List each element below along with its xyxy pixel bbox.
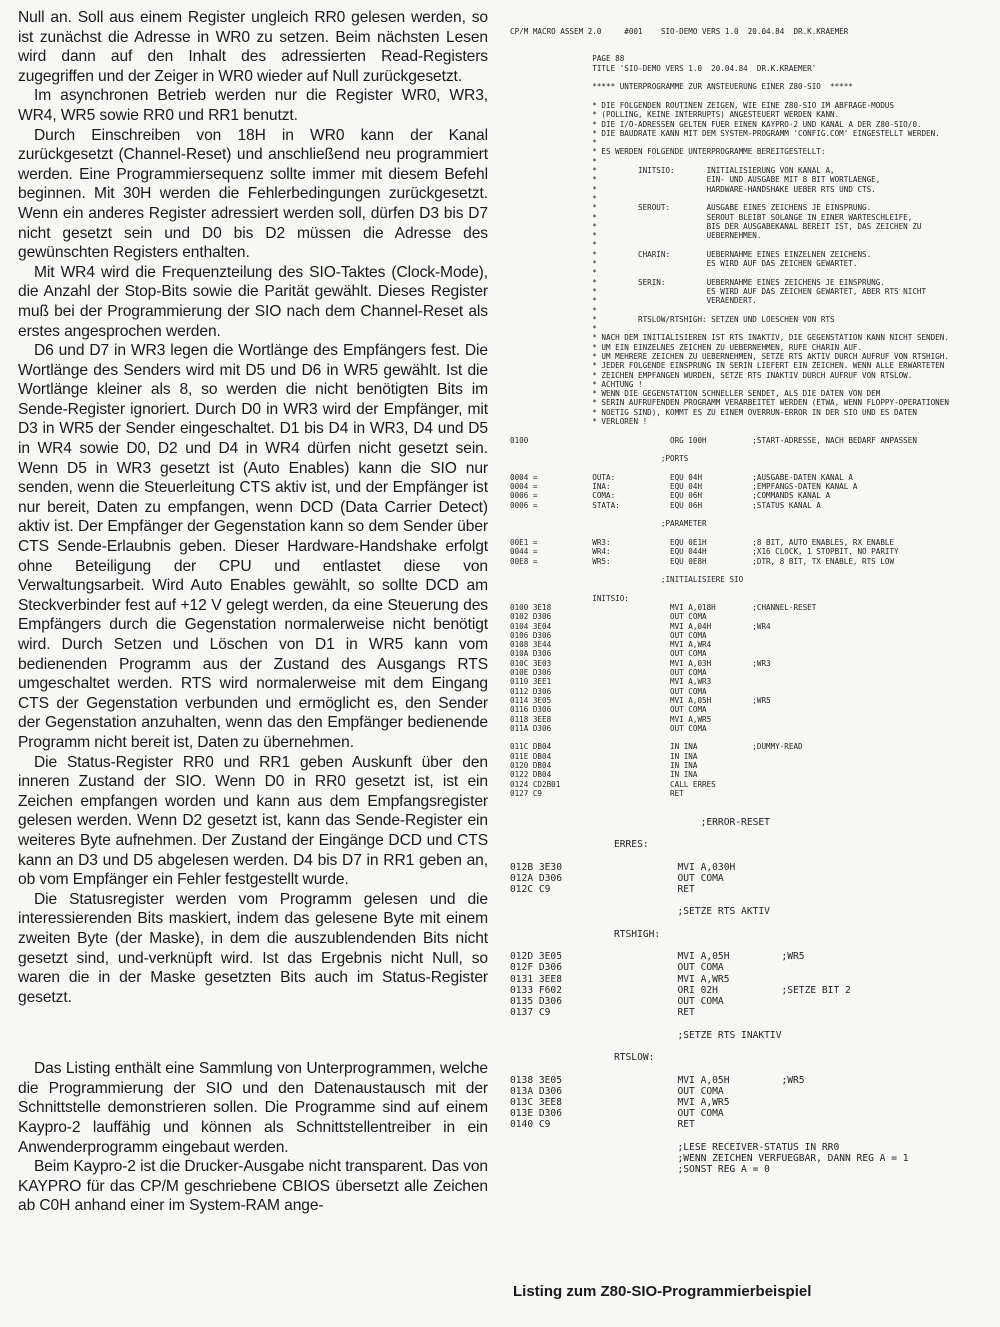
article-text xyxy=(18,8,488,1216)
paragraph: Durch Einschreiben von 18H in WR0 kann der Kanal zurückgesetzt (Channel-Reset) und anschließend neu programmiert werden. Eine Programmiersequenz sollte immer mit diesem Befehl beginnen. Mit 30H werden die Fehlerbedingungen zurückgesetzt. Wenn ein anderes Register adressiert werden soll, dürfen D3 bis D7 nicht gesetzt sein und D0 bis D2 müssen die Adresse des gewünschten Registers enthalten. xyxy=(18,126,488,262)
assembler-listing xyxy=(510,8,988,1185)
column-gap xyxy=(18,1007,488,1059)
paragraph: Im asynchronen Betrieb werden nur die Register WR0, WR3, WR4, WR5 sowie RR0 und RR1 benutzt. xyxy=(18,87,488,124)
listing-body: PAGE 88 TITLE 'SIO-DEMO VERS 1.0 20.04.84 DR.K.KRAEMER' ***** UNTERPROGRAMME ZUR ANSTEUERUNG EINER Z80-SIO ***** * DIE FOLGENDEN ROUTINEN ZEIGEN, WIE EINE Z80-SIO IM ABFRAGE-MODUS * (POLLING, KEINE INTERRUPTS) ANGESTEUERT WERDEN KANN. * DIE I/O-ADRESSEN GELTEN FUER EINEN KAYPRO-2 UND KANAL A DER Z80-SIO/0. * DIE BAUDRATE KANN MIT DEM SYSTEM-PROGRAMM 'CONFIG.COM' EINGESTELLT WERDEN. * * ES WERDEN FOLGENDE UNTERPROGRAMME BEREITGESTELLT: * * INITSIO: INITIALISIERUNG VON KANAL A, * EIN- UND AUSGABE MIT 8 BIT WORTLAENGE, * HARDWARE-HANDSHAKE UEBER RTS UND CTS. * * SEROUT: AUSGABE EINES ZEICHENS JE EINSPRUNG. * SEROUT BLEIBT SOLANGE IN EINER WARTESCHLEIFE, * BIS DER AUSGABEKANAL BEREIT IST, DAS ZEICHEN ZU * UEBERNEHMEN. * * CHARIN: UEBERNAHME EINES EINZELNEN ZEICHENS. * ES WIRD AUF DAS ZEICHEN GEWARTET. * * SERIN: UEBERNAHME EINES ZEICHENS JE EINSPRUNG. * ES WIRD AUF DAS ZEICHEN GEWARTET, ABER RTS NICHT * VERAENDERT. * * RTSLOW/RTSHIGH: SETZEN UND LOESCHEN VON RTS * * NACH DEM INITIALISIEREN IST RTS INAKTIV, DIE GEGENSTATION KANN NICHT SENDEN. * UM EIN EINZELNES ZEICHEN ZU UEBERNEHMEN, RUFE CHARIN AUF. * UM MEHRERE ZEICHEN ZU UEBERNEHMEN, SETZE RTS AKTIV DURCH AUFRUF VON RTSHIGH. * JEDER FOLGENDE EINSPRUNG IN SERIN LIEFERT EIN ZEICHEN. WENN ALLE ERWARTETEN * ZEICHEN EMPFANGEN WURDEN, SETZE RTS INAKTIV DURCH AUFRUF VON RTSLOW. * ACHTUNG ! * WENN DIE GEGENSTATION SCHNELLER SENDET, ALS DIE DATEN VON DEM * SERIN AUFRUFENDEN PROGRAMM VERARBEITET WERDEN (ETWA, WENN FLOPPY-OPERATIONEN * NOETIG SIND), KOMMT ES ZU EINEM OVERRUN-ERROR IN DER SIO UND ES DATEN * VERLOREN ! 0100 ORG 100H ;START-ADRESSE, NACH BEDARF ANPASSEN ;PORTS 0004 = OUTA: EQU 04H ;AUSGABE-DATEN KANAL A 0004 = INA: EQU 04H ;EMPFANGS-DATEN KANAL A 0006 = COMA: EQU 06H ;COMMANDS KANAL A 0006 = STATA: EQU 06H ;STATUS KANAL A ;PARAMETER 00E1 = WR3: EQU 0E1H ;8 BIT, AUTO ENABLES, RX ENABLE 0044 = WR4: EQU 044H ;X16 CLOCK, 1 STOPBIT, NO PARITY 00E8 = WR5: EQU 0E8H ;DTR, 8 BIT, TX ENABLE, RTS LOW ;INITIALISIERE SIO INITSIO: 0100 3E18 MVI A,018H ;CHANNEL-RESET 0102 D306 OUT COMA 0104 3E04 MVI A,04H ;WR4 0106 D306 OUT COMA 0108 3E44 MVI A,WR4 010A D306 OUT COMA 010C 3E03 MVI A,03H ;WR3 010E D306 OUT COMA 0110 3EE1 MVI A,WR3 0112 D306 OUT COMA 0114 3E05 MVI A,05H ;WR5 0116 D306 OUT COMA 0118 3EE8 MVI A,WR5 011A D306 OUT COMA 011C DB04 IN INA ;DUMMY-READ 011E DB04 IN INA 0120 DB04 IN INA 0122 DB04 IN INA 0124 CD2B01 CALL ERRES 0127 C9 RET xyxy=(510,54,949,798)
paragraph: D6 und D7 in WR3 legen die Wortlänge des Empfängers fest. Die Wortlänge des Senders wird mit D5 und D6 in WR5 gewählt. Ist die Wortlänge kleiner als 8, so werden die nicht benötigten Bits im Sende-Register ignoriert. Durch D0 in WR3 wird der Empfänger, mit D3 in WR5 der Sender eingeschaltet. D1 bis D4 in WR3, D4 und D5 in WR4 sowie D0, D2 und D4 in WR4 dürfen nicht gesetzt sein. Wenn D5 in WR3 gesetzt ist (Auto Enables) kann die SIO nur senden, wenn die Steuerleitung CTS aktiv ist, und der Empfänger ist nur bereit, Daten zu empfangen, wenn DCD (Data Carrier Detect) aktiv ist. Der Empfänger der Gegenstation kann so dem Sender über CTS Sende-Erlaubnis geben. Dieser Hardware-Handshake erfolgt ohne Beteiligung der CPU und entlastet diese von Verwaltungsarbeit. Wird Auto Enables gewählt, so sollte DCD am Steckverbinder fest auf +12 V gelegt werden, da eine Steuerung des Empfängers durch die Gegenstation normalerweise nicht benötigt wird. Durch Setzen und Löschen von D1 in WR5 kann vom bedienenden Programm aus der Zustand des Ausgangs RTS umgeschaltet werden. RTS wird normalerweise mit dem Eingang CTS der Gegenstation verbunden und ermöglicht es, den Sender der Gegenstation anzuhalten, wenn das den Empfänger bedienende Programm nicht bereit ist, Daten zu übernehmen. xyxy=(18,342,488,751)
paragraph: Die Statusregister werden vom Programm gelesen und die interessierenden Bits maskiert, indem das gelesene Byte mit einem zweiten Byte (der Maske), in dem die auszublendenden Bits nicht gesetzt sind, und-verknüpft wird. Ist das Ergebnis nicht Null, so waren die in der Maske gesetzten Bits auch im Status-Register gesetzt. xyxy=(18,890,488,1006)
paragraph: Die Status-Register RR0 und RR1 geben Auskunft über den inneren Zustand der SIO. Wenn D0 in RR0 gesetzt ist, ist ein Zeichen empfangen worden und kann aus dem Empfangsregister gelesen werden. Wenn D2 gesetzt ist, kann das Sende-Register ein weiteres Byte aufnehmen. Der Zustand der Eingänge DCD und CTS kann an D3 und D5 abgelesen werden. D4 bis D7 in RR1 geben an, ob vom Empfänger ein Fehler festgestellt wurde. xyxy=(18,753,488,889)
listing-body-continued: ;ERROR-RESET ERRES: 012B 3E30 MVI A,030H 012A D306 OUT COMA 012C C9 RET ;SETZE RTS AKTIV RTSHIGH: 012D 3E05 MVI A,05H ;WR5 012F D306 OUT COMA 0131 3EE8 MVI A,WR5 0133 F602 ORI 02H ;SETZE BIT 2 0135 D306 OUT COMA 0137 C9 RET ;SETZE RTS INAKTIV RTSLOW: 0138 3E05 MVI A,05H ;WR5 013A D306 OUT COMA 013C 3EE8 MVI A,WR5 013E D306 OUT COMA 0140 C9 RET ;LESE RECEIVER-STATUS IN RR0 ;WENN ZEICHEN VERFUEGBAR, DANN REG A = 1 ;SONST REG A = 0 xyxy=(510,816,909,1176)
paragraph: Beim Kaypro-2 ist die Drucker-Ausgabe nicht transparent. Das von KAYPRO für das CP/M geschriebene CBIOS übersetzt alle Zeichen ab C0H anhand einer im System-RAM ange- xyxy=(18,1158,488,1215)
paragraph: Null an. Soll aus einem Register ungleich RR0 gelesen werden, so ist zunächst die Adresse in WR0 zu setzen. Beim nächsten Lesen wird dann auf den Inhalt des adressierten Read-Registers zugegriffen und der Zeiger in WR0 wieder auf Null zurückgesetzt. xyxy=(18,9,488,85)
paragraph: Das Listing enthält eine Sammlung von Unterprogrammen, welche die Programmierung der SIO und den Datenaustausch mit der Schnittstelle demonstrieren sollen. Die Programme sind auf einem Kaypro-2 lauffähig und können als Schnittstellentreiber in ein Anwenderprogramm eingebaut werden. xyxy=(18,1060,488,1156)
listing-header: CP/M MACRO ASSEM 2.0 #001 SIO-DEMO VERS 1.0 20.04.84 DR.K.KRAEMER xyxy=(510,26,849,36)
paragraph: Mit WR4 wird die Frequenzteilung des SIO-Taktes (Clock-Mode), die Anzahl der Stop-Bits sowie die Parität gewählt. Dieses Register muß bei der Programmierung der SIO nach dem Channel-Reset als erstes angesprochen werden. xyxy=(18,263,488,340)
listing-caption: Listing zum Z80-SIO-Programmierbeispiel xyxy=(513,1283,812,1300)
